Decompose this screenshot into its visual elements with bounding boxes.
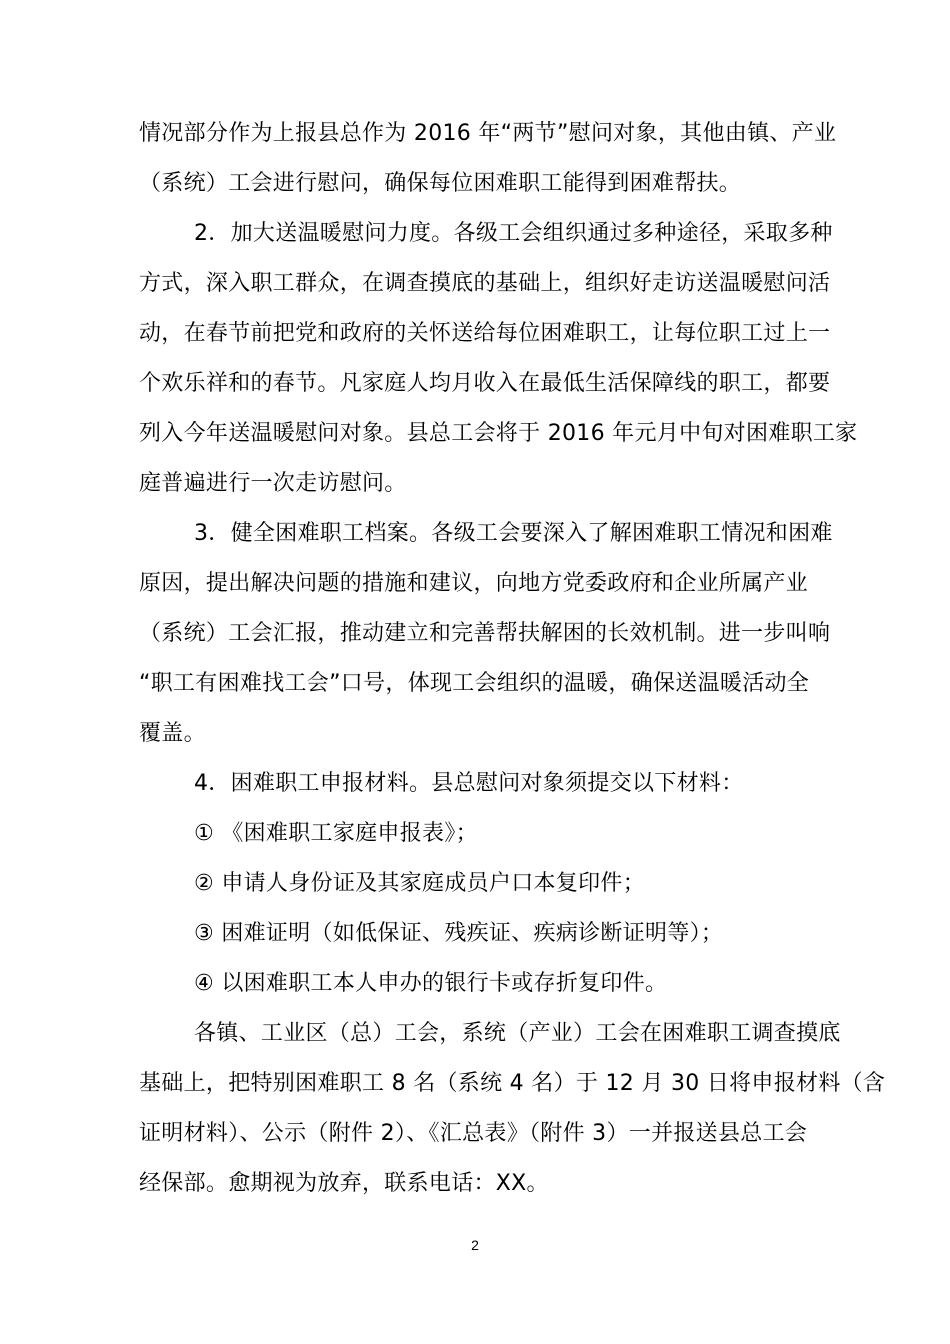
list-item: ① 《困难职工家庭申报表》； [194,821,478,846]
text-line: 经保部。愈期视为放弃，联系电话：XX。 [139,1171,549,1196]
page-number: 2 [471,1237,479,1253]
text-line: 基础上，把特别困难职工 8 名（系统 4 名）于 12 月 30 日将申报材料（含 [139,1071,886,1096]
text-line: “职工有困难找工会”口号，体现工会组织的温暖，确保送温暖活动全 [139,671,810,696]
text-line: （系统）工会汇报，推动建立和完善帮扶解困的长效机制。进一步叫响 [139,621,831,646]
text-line: 动，在春节前把党和政府的关怀送给每位困难职工，让每位职工过上一 [139,321,831,346]
text-line: 个欢乐祥和的春节。凡家庭人均月收入在最低生活保障线的职工，都要 [139,371,831,396]
text-line: 2．加大送温暖慰问力度。各级工会组织通过多种途径，采取多种 [194,221,833,246]
text-line: 各镇、工业区（总）工会，系统（产业）工会在困难职工调查摸底 [194,1021,841,1046]
list-item: ② 申请人身份证及其家庭成员户口本复印件； [194,871,646,896]
text-line: 覆盖。 [139,721,206,746]
text-line: 4．困难职工申报材料。县总慰问对象须提交以下材料： [194,771,744,796]
text-line: 方式，深入职工群众，在调查摸底的基础上，组织好走访送温暖慰问活 [139,271,831,296]
text-line: 情况部分作为上报县总作为 2016 年“两节”慰问对象，其他由镇、产业 [139,121,837,146]
text-line: 3．健全困难职工档案。各级工会要深入了解困难职工情况和困难 [194,521,833,546]
list-item: ④ 以困难职工本人申办的银行卡或存折复印件。 [194,971,668,996]
list-item: ③ 困难证明（如低保证、残疾证、疾病诊断证明等）； [194,921,724,946]
text-line: 原因，提出解决问题的措施和建议，向地方党委政府和企业所属产业 [139,571,809,596]
text-line: （系统）工会进行慰问，确保每位困难职工能得到困难帮扶。 [139,171,742,196]
text-line: 庭普遍进行一次走访慰问。 [139,471,407,496]
text-line: 列入今年送温暖慰问对象。县总工会将于 2016 年元月中旬对困难职工家 [139,421,858,446]
text-line: 证明材料）、公示（附件 2）、《汇总表》（附件 3）一并报送县总工会 [139,1121,808,1146]
